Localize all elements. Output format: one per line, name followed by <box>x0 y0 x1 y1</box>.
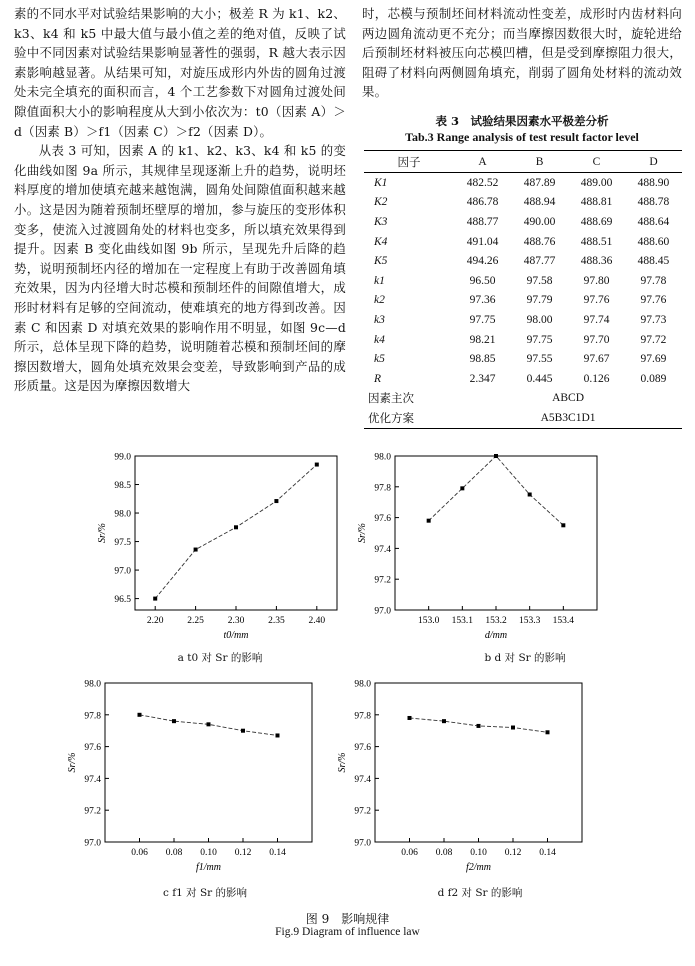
table-primary-row-value: ABCD <box>552 392 585 405</box>
x-tick-label: 0.08 <box>165 848 183 858</box>
x-axis-label: t0/mm <box>223 630 249 641</box>
figure-caption-cn: 图 9 影响规律 <box>305 912 390 926</box>
table-cell: 98.00 <box>526 313 553 326</box>
data-point <box>408 716 412 720</box>
table-cell: 97.73 <box>640 313 667 326</box>
x-tick-label: 0.08 <box>435 848 453 858</box>
table-cell: 0.445 <box>526 372 553 385</box>
table-optimal-row-label: 优化方案 <box>364 408 454 428</box>
x-tick-label: 0.12 <box>504 848 522 858</box>
y-tick-label: 97.0 <box>374 606 391 617</box>
table-cell: 97.75 <box>526 333 553 346</box>
table-caption-en: Tab.3 Range analysis of test result factor level <box>405 130 639 144</box>
table-cell: 97.36 <box>469 294 496 307</box>
y-tick-label: 97.2 <box>354 806 371 817</box>
data-point <box>194 548 198 552</box>
data-point <box>561 523 565 527</box>
table-cell: 98.85 <box>469 353 496 366</box>
table-row-label: K1 <box>374 176 388 189</box>
table-header-cell: B <box>511 151 568 173</box>
x-tick-label: 0.10 <box>200 848 217 858</box>
chart-a <box>95 448 345 648</box>
data-point <box>138 713 142 717</box>
x-tick-label: 0.06 <box>131 848 148 858</box>
data-point <box>477 724 481 728</box>
y-axis-label: Sr/% <box>67 752 78 773</box>
plot-frame <box>395 456 597 610</box>
table-row-label: k1 <box>374 274 385 287</box>
table-row <box>364 330 682 350</box>
y-tick-label: 97.0 <box>354 838 371 849</box>
table-row <box>364 232 682 252</box>
table-row <box>364 369 682 389</box>
chart-b-svg <box>355 448 605 648</box>
table-cell: 487.89 <box>523 176 556 189</box>
x-tick-label: 2.30 <box>227 616 245 626</box>
data-point <box>234 525 238 529</box>
data-point <box>460 486 464 490</box>
right-paragraph: 时，芯模与预制坯间材料流动性变差，成形时内齿材料向两边圆角流动更不充分；而当摩擦因数很大时，旋轮进给后预制坯材料被压向芯模凹槽，但是受到摩擦阻力很大，阻碍了材料向两侧圆角填充，削弱了圆角处材料的流动效果。 <box>362 6 682 100</box>
y-tick-label: 97.6 <box>84 743 101 754</box>
table-cell: 97.78 <box>640 274 667 287</box>
chart-a-caption: a t0 对 Sr 的影响 <box>177 652 263 664</box>
x-tick-label: 153.0 <box>417 616 440 626</box>
chart-c <box>65 675 320 880</box>
table-primary-row <box>364 389 682 409</box>
table-row-label: K5 <box>374 255 388 268</box>
table-cell: 482.52 <box>466 176 499 189</box>
figure-caption-en: Fig.9 Diagram of influence law <box>275 926 420 938</box>
left-paragraph-1: 素的不同水平对试验结果影响的大小；极差 R 为 k1、k2、k3、k4 和 k5 中最大值与最小值之差的绝对值，反映了试验中不同因素对试验结果影响显著性的强弱，R 越大表示因素影响越显著。从结果可知，对旋压成形内外齿的圆角过渡处未完全填充的面积而言，4 个工艺参数下对圆角过渡处间隙值面积大小的影响程度从大到小依次为：t0（因素 A）＞d（因素 B）＞f1（因素 C）＞f2（因素 D）。 <box>14 6 346 139</box>
x-tick-label: 2.20 <box>146 616 164 626</box>
data-point <box>276 733 280 737</box>
y-tick-label: 98.0 <box>354 679 371 690</box>
table-optimal-row-value: A5B3C1D1 <box>454 408 682 428</box>
table-row-label: K3 <box>374 215 388 228</box>
table-cell: 2.347 <box>469 372 496 385</box>
table-cell: 488.69 <box>580 215 613 228</box>
x-tick-label: 2.40 <box>308 616 326 626</box>
x-tick-label: 2.35 <box>268 616 285 626</box>
data-point <box>427 519 431 523</box>
y-axis-label: Sr/% <box>337 752 348 773</box>
data-point <box>315 463 319 467</box>
y-tick-label: 97.6 <box>354 743 371 754</box>
table-row-label: K4 <box>374 235 388 248</box>
left-paragraph-2: 从表 3 可知，因素 A 的 k1、k2、k3、k4 和 k5 的变化曲线如图 9a 所示，其规律呈现逐渐上升的趋势，说明坯料厚度的增加使填充越来越饱满，圆角处间隙值面积越来越小。这是因为随着预制坯壁厚的增加，参与旋压的变形体积变多，使流入过渡圆角处的材料也变多，所以填充效果得到提升。因素 B 变化曲线如图 9b 所示，呈现先升后降的趋势，说明预制坯内径的增加在一定程度上有助于改善圆角填充效果，因为内径增大时芯模和预制坯件的间隙值增大，成形时材料有足够的空间流动，使难填充的地方得到改善。因素 C 和因素 D 对填充效果的影响作用不明显，如图 9c—d 所示，总体呈现下降的趋势，说明随着芯模和预制坯间的摩擦因数增大，圆角处填充效果会变差，导致影响到产品的成形质量。这是因为摩擦因数增大 <box>14 143 346 394</box>
plot-frame <box>375 683 582 842</box>
y-tick-label: 97.4 <box>374 544 391 555</box>
data-point <box>442 719 446 723</box>
x-tick-label: 0.12 <box>234 848 252 858</box>
table-cell: 488.78 <box>637 196 670 209</box>
table-cell: 97.55 <box>526 353 553 366</box>
y-tick-label: 97.6 <box>374 514 391 525</box>
table-cell: 488.77 <box>466 215 499 228</box>
table-cell: 489.00 <box>580 176 613 189</box>
x-axis-label: f1/mm <box>196 862 221 873</box>
y-tick-label: 97.4 <box>84 774 101 785</box>
table-row <box>364 310 682 330</box>
table-primary-row-label: 因素主次 <box>368 393 414 406</box>
x-tick-label: 0.14 <box>539 848 556 858</box>
y-tick-label: 98.0 <box>374 452 391 463</box>
x-tick-label: 0.06 <box>401 848 418 858</box>
table-header-cell: C <box>568 151 625 173</box>
x-tick-label: 0.14 <box>269 848 286 858</box>
chart-d-svg <box>335 675 590 880</box>
chart-d <box>335 675 590 880</box>
y-axis-label: Sr/% <box>357 523 368 543</box>
table-row <box>364 212 682 232</box>
x-tick-label: 153.1 <box>451 616 474 626</box>
chart-d-caption: d f2 对 Sr 的影响 <box>437 887 523 899</box>
table-cell: 488.36 <box>580 255 613 268</box>
table-cell: 488.81 <box>580 196 613 209</box>
data-point <box>241 729 245 733</box>
y-tick-label: 98.0 <box>84 679 101 690</box>
right-text-column <box>362 4 682 102</box>
table-cell: 488.45 <box>637 255 670 268</box>
series-line <box>155 465 317 599</box>
table-optimal-row <box>364 408 682 428</box>
data-point <box>207 722 211 726</box>
x-tick-label: 153.4 <box>552 616 575 626</box>
data-point <box>511 726 515 730</box>
x-axis-label: d/mm <box>484 630 508 641</box>
table-cell: 97.70 <box>583 333 610 346</box>
table-cell: 487.77 <box>523 255 556 268</box>
table-row <box>364 271 682 291</box>
series-line <box>429 456 564 525</box>
data-point <box>274 499 278 503</box>
x-tick-label: 153.3 <box>518 616 541 626</box>
y-tick-label: 97.5 <box>114 538 131 549</box>
table-cell: 488.76 <box>523 235 556 248</box>
table-body <box>364 173 682 429</box>
y-tick-label: 97.0 <box>114 566 131 577</box>
y-tick-label: 98.0 <box>114 509 131 520</box>
chart-c-caption: c f1 对 Sr 的影响 <box>162 887 247 899</box>
table-cell: 97.72 <box>640 333 667 346</box>
x-axis-label: f2/mm <box>466 862 491 873</box>
y-tick-label: 96.5 <box>114 595 131 606</box>
table-cell: 97.76 <box>583 294 610 307</box>
table-cell: 97.79 <box>526 294 553 307</box>
y-tick-label: 98.5 <box>114 481 131 492</box>
table-cell: 97.67 <box>583 353 610 366</box>
table-cell: 0.089 <box>640 372 667 385</box>
plot-frame <box>105 683 312 842</box>
table-cell: 97.69 <box>640 353 667 366</box>
chart-b-caption: b d 对 Sr 的影响 <box>484 652 566 664</box>
table-cell: 0.126 <box>583 372 610 385</box>
table-cell: 488.60 <box>637 235 670 248</box>
chart-c-svg <box>65 675 320 880</box>
table-row-label: K2 <box>374 196 388 209</box>
y-axis-label: Sr/% <box>97 523 108 543</box>
table-cell: 488.90 <box>637 176 670 189</box>
y-tick-label: 97.8 <box>84 711 101 722</box>
table-caption-cn: 表 3 试验结果因素水平极差分析 <box>435 114 609 128</box>
table-cell: 97.58 <box>526 274 553 287</box>
y-tick-label: 97.8 <box>354 711 371 722</box>
table-cell: 486.78 <box>466 196 499 209</box>
table-cell: 490.00 <box>523 215 556 228</box>
table-cell: 96.50 <box>469 274 496 287</box>
table-cell: 494.26 <box>466 255 499 268</box>
table-cell: 97.80 <box>583 274 610 287</box>
table-cell: 98.21 <box>469 333 496 346</box>
table-cell: 491.04 <box>466 235 499 248</box>
data-point <box>153 597 157 601</box>
data-point <box>172 719 176 723</box>
data-point <box>494 454 498 458</box>
table-row <box>364 291 682 311</box>
table-row <box>364 349 682 369</box>
table-row-label: R <box>374 372 382 385</box>
table-cell: 488.51 <box>580 235 613 248</box>
table-cell: 97.76 <box>640 294 667 307</box>
table-header-cell: D <box>625 151 682 173</box>
data-point <box>528 493 532 497</box>
table-row-label: k4 <box>374 333 385 346</box>
table-cell: 97.75 <box>469 313 496 326</box>
chart-b <box>355 448 605 648</box>
table-header-row <box>364 151 682 173</box>
y-tick-label: 97.2 <box>374 575 391 586</box>
factor-range-table <box>364 150 682 429</box>
table-cell: 488.94 <box>523 196 556 209</box>
y-tick-label: 97.8 <box>374 483 391 494</box>
table-header-cell: A <box>454 151 511 173</box>
chart-a-svg <box>95 448 345 648</box>
x-tick-label: 0.10 <box>470 848 487 858</box>
table-row <box>364 193 682 213</box>
table-row-label: k2 <box>374 294 385 307</box>
left-text-column <box>14 4 346 396</box>
x-tick-label: 2.25 <box>187 616 204 626</box>
table-cell: 97.74 <box>583 313 610 326</box>
table-row <box>364 173 682 193</box>
y-tick-label: 99.0 <box>114 452 131 463</box>
y-tick-label: 97.4 <box>354 774 371 785</box>
table-row-label: k5 <box>374 353 385 366</box>
data-point <box>546 730 550 734</box>
table-cell: 488.64 <box>637 215 670 228</box>
x-tick-label: 153.2 <box>485 616 507 626</box>
table-row-label: k3 <box>374 313 385 326</box>
table-header-cell: 因子 <box>364 151 454 173</box>
y-tick-label: 97.0 <box>84 838 101 849</box>
table-row <box>364 251 682 271</box>
y-tick-label: 97.2 <box>84 806 101 817</box>
